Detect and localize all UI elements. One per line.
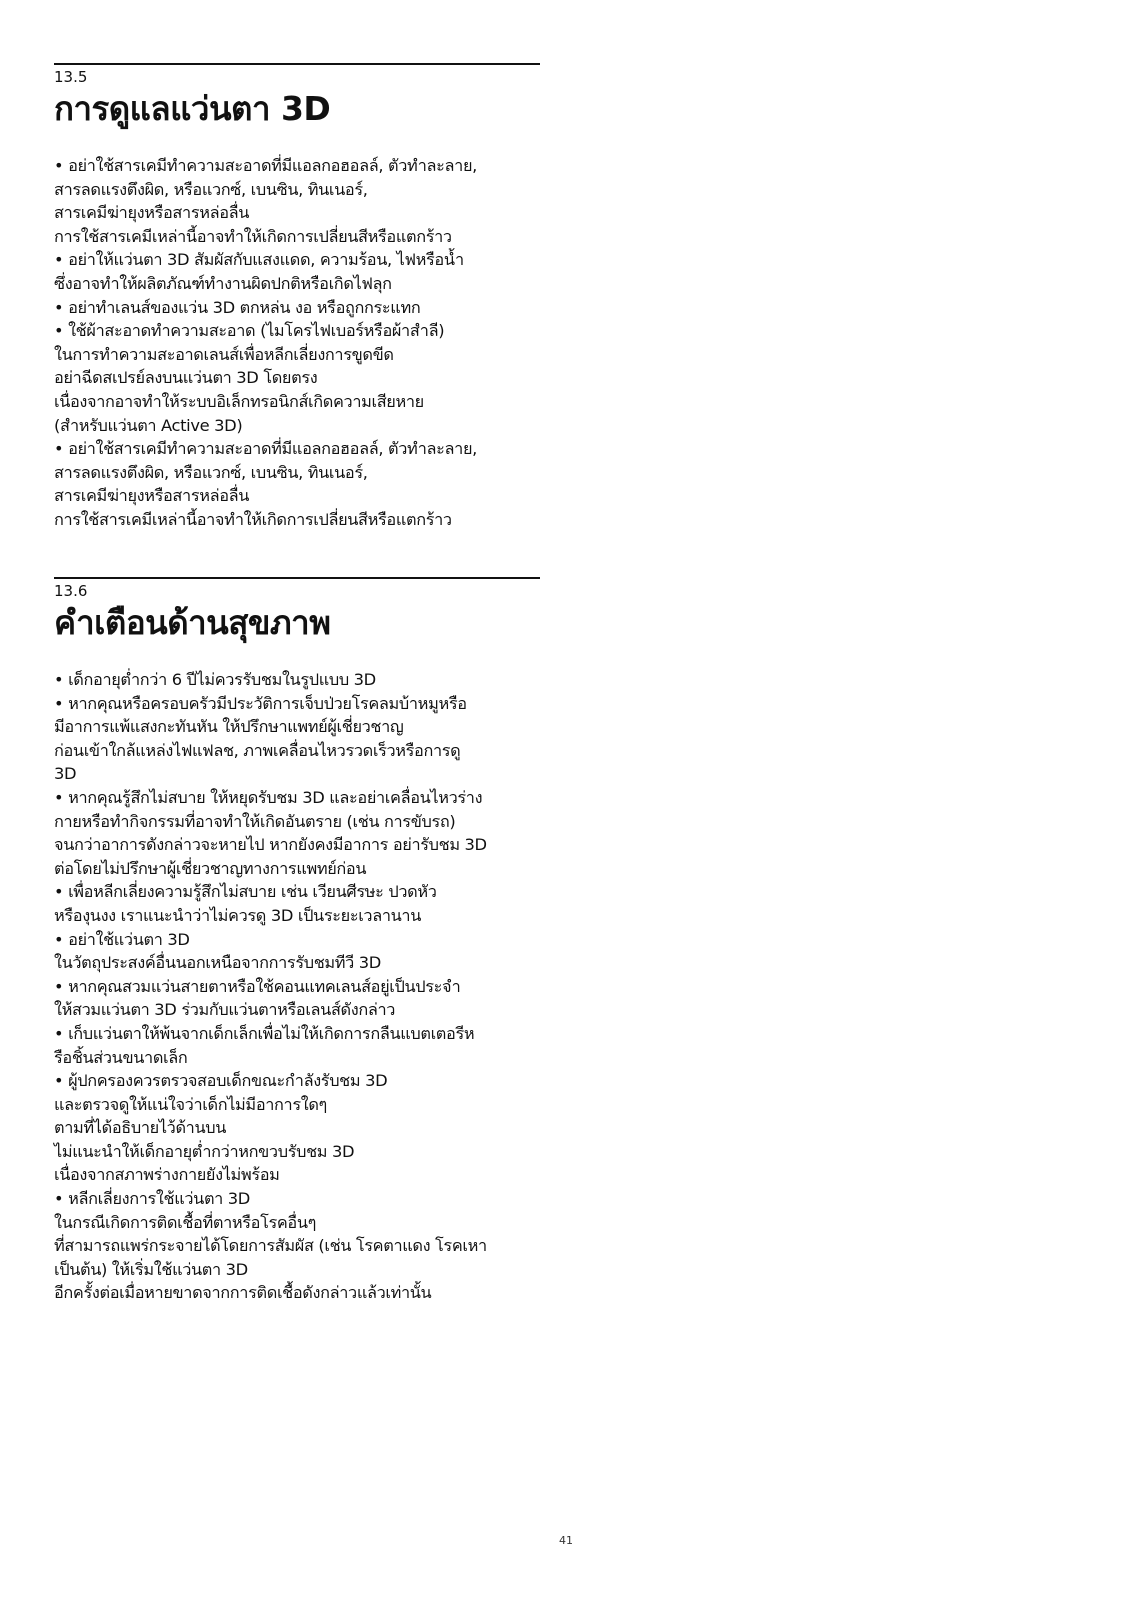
body-text-line: ไม่แนะนำให้เด็กอายุต่ำกว่าหกขวบรับชม 3D xyxy=(54,1141,355,1161)
body-text-line: การใช้สารเคมีเหล่านี้อาจทำให้เกิดการเปลี่ยนสีหรือแตกร้าว xyxy=(54,509,452,529)
body-text-line: • ผู้ปกครองควรตรวจสอบเด็กขณะกำลังรับชม 3D xyxy=(54,1071,388,1091)
body-text-line: เนื่องจากอาจทำให้ระบบอิเล็กทรอนิกส์เกิดความเสียหาย xyxy=(54,391,424,411)
section-rule xyxy=(54,63,540,65)
section-13-5 xyxy=(54,63,540,532)
body-text-line: สารเคมีฆ่ายุงหรือสารหล่อลื่น xyxy=(54,203,250,223)
section-13-6 xyxy=(54,577,540,1305)
body-text-line: • เก็บแว่นตาให้พ้นจากเด็กเล็กเพื่อไม่ให้เกิดการกลืนแบตเตอรีห xyxy=(54,1023,475,1043)
body-text-line: ในการทำความสะอาดเลนส์เพื่อหลีกเลี่ยงการขูดขีด xyxy=(54,344,394,364)
body-text-line: • อย่าให้แว่นตา 3D สัมผัสกับแสงแดด, ความร้อน, ไฟหรือน้ำ xyxy=(54,250,464,270)
body-text-line: • อย่าใช้แว่นตา 3D xyxy=(54,929,190,949)
body-text-line: ก่อนเข้าใกล้แหล่งไฟแฟลช, ภาพเคลื่อนไหวรวดเร็วหรือการดู xyxy=(54,740,461,760)
body-text-line: ในวัตถุประสงค์อื่นนอกเหนือจากการรับชมทีวี 3D xyxy=(54,953,381,973)
body-text-line: อย่าฉีดสเปรย์ลงบนแว่นตา 3D โดยตรง xyxy=(54,368,318,388)
body-text-line: • อย่าใช้สารเคมีทำความสะอาดที่มีแอลกอฮอลล์, ตัวทำละลาย, xyxy=(54,156,477,175)
section-number: 13.5 xyxy=(54,68,88,86)
body-text-line: ซึ่งอาจทำให้ผลิตภัณฑ์ทำงานผิดปกติหรือเกิดไฟลุก xyxy=(54,273,392,293)
section-title: คำเตือนด้านสุขภาพ xyxy=(54,603,331,642)
body-text-line: • หากคุณสวมแว่นสายตาหรือใช้คอนแทคเลนส์อยู่เป็นประจำ xyxy=(54,976,461,996)
body-text-line: ให้สวมแว่นตา 3D ร่วมกับแว่นตาหรือเลนส์ดังกล่าว xyxy=(54,1000,396,1020)
section-body xyxy=(54,154,540,532)
body-text-line: สารลดแรงตึงผิด, หรือแวกซ์, เบนซิน, ทินเนอร์, xyxy=(54,462,368,482)
section-title: การดูแลแว่นตา 3D xyxy=(54,89,331,128)
body-text-line: • ใช้ผ้าสะอาดทำความสะอาด (ไมโครไฟเบอร์หรือผ้าสำลี) xyxy=(54,321,445,341)
body-text-line: ในกรณีเกิดการติดเชื้อที่ตาหรือโรคอื่นๆ xyxy=(54,1212,317,1232)
body-text-line: สารลดแรงตึงผิด, หรือแวกซ์, เบนซิน, ทินเนอร์, xyxy=(54,179,368,199)
body-text-line: การใช้สารเคมีเหล่านี้อาจทำให้เกิดการเปลี่ยนสีหรือแตกร้าว xyxy=(54,226,452,246)
body-text-line: • หากคุณหรือครอบครัวมีประวัติการเจ็บป่วยโรคลมบ้าหมูหรือ xyxy=(54,693,467,713)
body-text-line: มีอาการแพ้แสงกะทันหัน ให้ปรึกษาแพทย์ผู้เชี่ยวชาญ xyxy=(54,717,404,737)
body-text-line: ต่อโดยไม่ปรึกษาผู้เชี่ยวชาญทางการแพทย์ก่อน xyxy=(54,858,367,878)
body-text-line: • เด็กอายุต่ำกว่า 6 ปีไม่ควรรับชมในรูปแบบ 3D xyxy=(54,670,376,689)
body-text-line: อีกครั้งต่อเมื่อหายขาดจากการติดเชื้อดังกล่าวแล้วเท่านั้น xyxy=(54,1283,432,1303)
section-rule xyxy=(54,577,540,579)
body-text-line: ตามที่ได้อธิบายไว้ด้านบน xyxy=(54,1118,227,1138)
body-text-line: หรืองุนงง เราแนะนำว่าไม่ควรดู 3D เป็นระยะเวลานาน xyxy=(54,905,421,925)
body-text-line: กายหรือทำกิจกรรมที่อาจทำให้เกิดอันตราย (เช่น การขับรถ) xyxy=(54,811,456,831)
body-text-line: รือชิ้นส่วนขนาดเล็ก xyxy=(54,1047,188,1067)
body-text-line: • อย่าใช้สารเคมีทำความสะอาดที่มีแอลกอฮอลล์, ตัวทำละลาย, xyxy=(54,439,477,459)
body-text-line: และตรวจดูให้แน่ใจว่าเด็กไม่มีอาการใดๆ xyxy=(54,1094,327,1114)
body-text-line: เป็นต้น) ให้เริ่มใช้แว่นตา 3D xyxy=(54,1259,248,1279)
body-text-line: • อย่าทำเลนส์ของแว่น 3D ตกหล่น งอ หรือถูกกระแทก xyxy=(54,297,421,317)
body-text-line: เนื่องจากสภาพร่างกายยังไม่พร้อม xyxy=(54,1165,280,1185)
body-text-line: • เพื่อหลีกเลี่ยงความรู้สึกไม่สบาย เช่น เวียนศีรษะ ปวดหัว xyxy=(54,882,437,902)
body-text-line: • หากคุณรู้สึกไม่สบาย ให้หยุดรับชม 3D และอย่าเคลื่อนไหวร่าง xyxy=(54,787,483,807)
body-text-line: (สำหรับแว่นตา Active 3D) xyxy=(54,415,243,435)
body-text-line: จนกว่าอาการดังกล่าวจะหายไป หากยังคงมีอาการ อย่ารับชม 3D xyxy=(54,835,487,855)
body-text-line: 3D xyxy=(54,764,77,784)
page-number: 41 xyxy=(559,1534,573,1547)
body-text-line: สารเคมีฆ่ายุงหรือสารหล่อลื่น xyxy=(54,486,250,506)
body-text-line: ที่สามารถแพร่กระจายได้โดยการสัมผัส (เช่น โรคตาแดง โรคเหา xyxy=(54,1236,487,1256)
body-text-line: • หลีกเลี่ยงการใช้แว่นตา 3D xyxy=(54,1189,250,1209)
section-body xyxy=(54,668,540,1305)
section-number: 13.6 xyxy=(54,582,88,600)
